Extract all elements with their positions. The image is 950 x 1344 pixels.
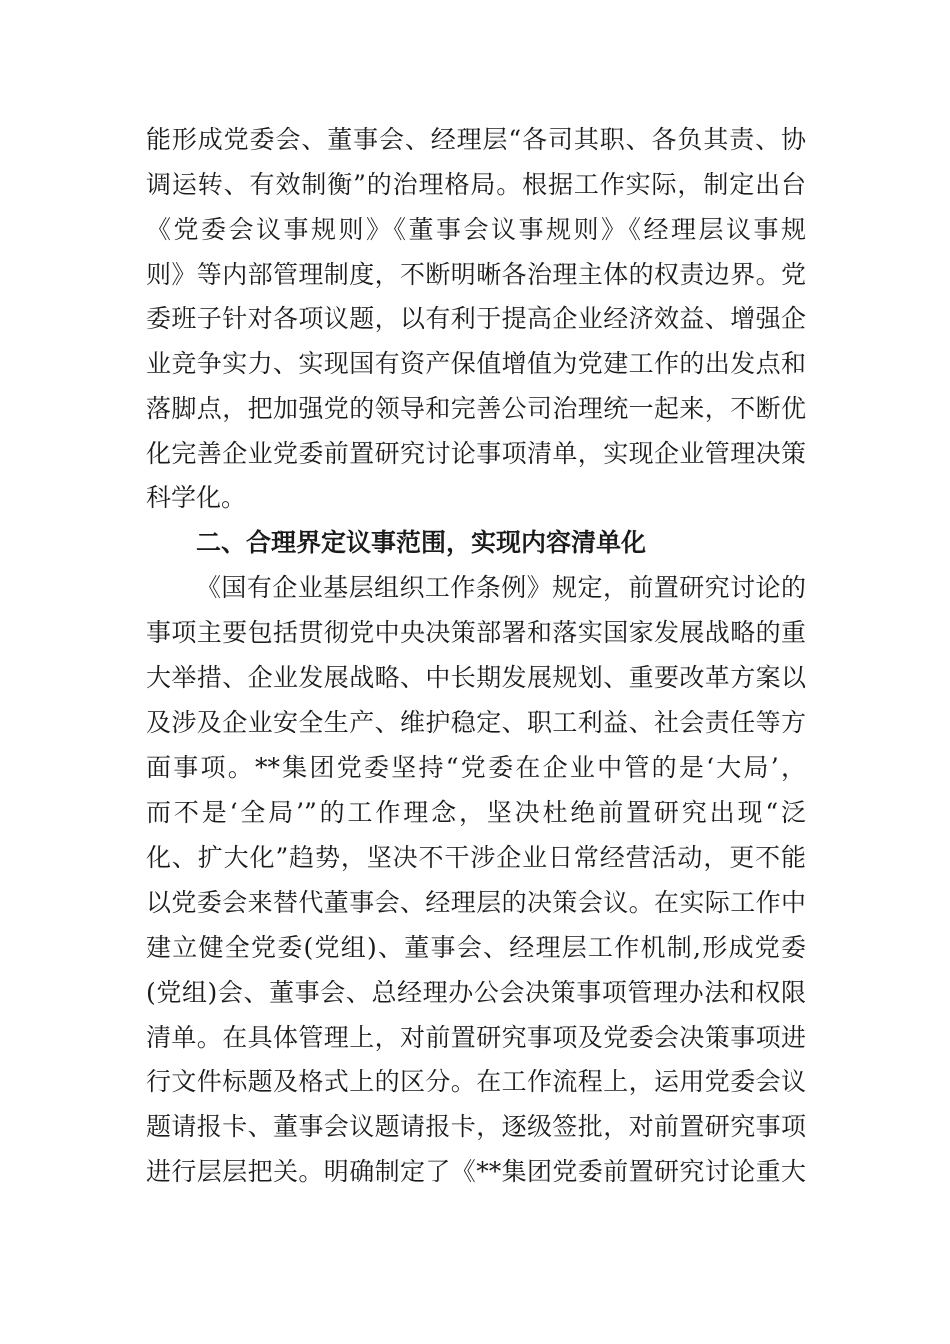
paragraph-1-line-5: 委班子针对各项议题，以有利于提高企业经济效益、增强企 [146, 304, 806, 333]
paragraph-2-line-7: 化、扩大化”趋势，坚决不干涉企业日常经营活动，更不能 [146, 843, 806, 872]
paragraph-2-line-12: 行文件标题及格式上的区分。在工作流程上，运用党委会议 [146, 1067, 806, 1096]
paragraph-1-line-7: 落脚点，把加强党的领导和完善公司治理统一起来，不断优 [146, 394, 806, 423]
paragraph-1-line-6: 业竞争实力、实现国有资产保值增值为党建工作的出发点和 [146, 349, 806, 378]
paragraph-2-line-1: 《国有企业基层组织工作条例》规定，前置研究讨论的 [196, 573, 806, 602]
paragraph-2-line-13: 题请报卡、董事会议题请报卡，逐级签批，对前置研究事项 [146, 1112, 806, 1141]
paragraph-1-line-2: 调运转、有效制衡”的治理格局。根据工作实际，制定出台 [146, 170, 806, 199]
paragraph-1-line-4: 则》等内部管理制度，不断明晰各治理主体的权责边界。党 [146, 260, 806, 289]
paragraph-2-line-14: 进行层层把关。明确制定了《**集团党委前置研究讨论重大 [146, 1157, 806, 1186]
paragraph-2-line-3: 大举措、企业发展战略、中长期发展规划、重要改革方案以 [146, 663, 806, 692]
paragraph-2-line-6: 而不是‘全局’”的工作理念，坚决杜绝前置研究出现“泛 [146, 798, 806, 827]
section-heading: 二、合理界定议事范围，实现内容清单化 [196, 528, 647, 557]
paragraph-1-line-9: 科学化。 [146, 483, 247, 512]
paragraph-1-line-3: 《党委会议事规则》《董事会议事规则》《经理层议事规 [146, 215, 806, 244]
paragraph-2-line-2: 事项主要包括贯彻党中央决策部署和落实国家发展战略的重 [146, 618, 806, 647]
paragraph-1-line-8: 化完善企业党委前置研究讨论事项清单，实现企业管理决策 [146, 439, 806, 468]
paragraph-2-line-11: 清单。在具体管理上，对前置研究事项及党委会决策事项进 [146, 1023, 806, 1052]
paragraph-1-line-1: 能形成党委会、董事会、经理层“各司其职、各负其责、协 [146, 125, 806, 154]
paragraph-2-line-8: 以党委会来替代董事会、经理层的决策会议。在实际工作中 [146, 888, 806, 917]
paragraph-2-line-10: (党组)会、董事会、总经理办公会决策事项管理办法和权限 [146, 978, 806, 1007]
paragraph-2-line-5: 面事项。**集团党委坚持“党委在企业中管的是‘大局’， [146, 753, 806, 782]
paragraph-2-line-4: 及涉及企业安全生产、维护稳定、职工利益、社会责任等方 [146, 708, 806, 737]
paragraph-2-line-9: 建立健全党委(党组)、董事会、经理层工作机制,形成党委 [146, 933, 806, 962]
